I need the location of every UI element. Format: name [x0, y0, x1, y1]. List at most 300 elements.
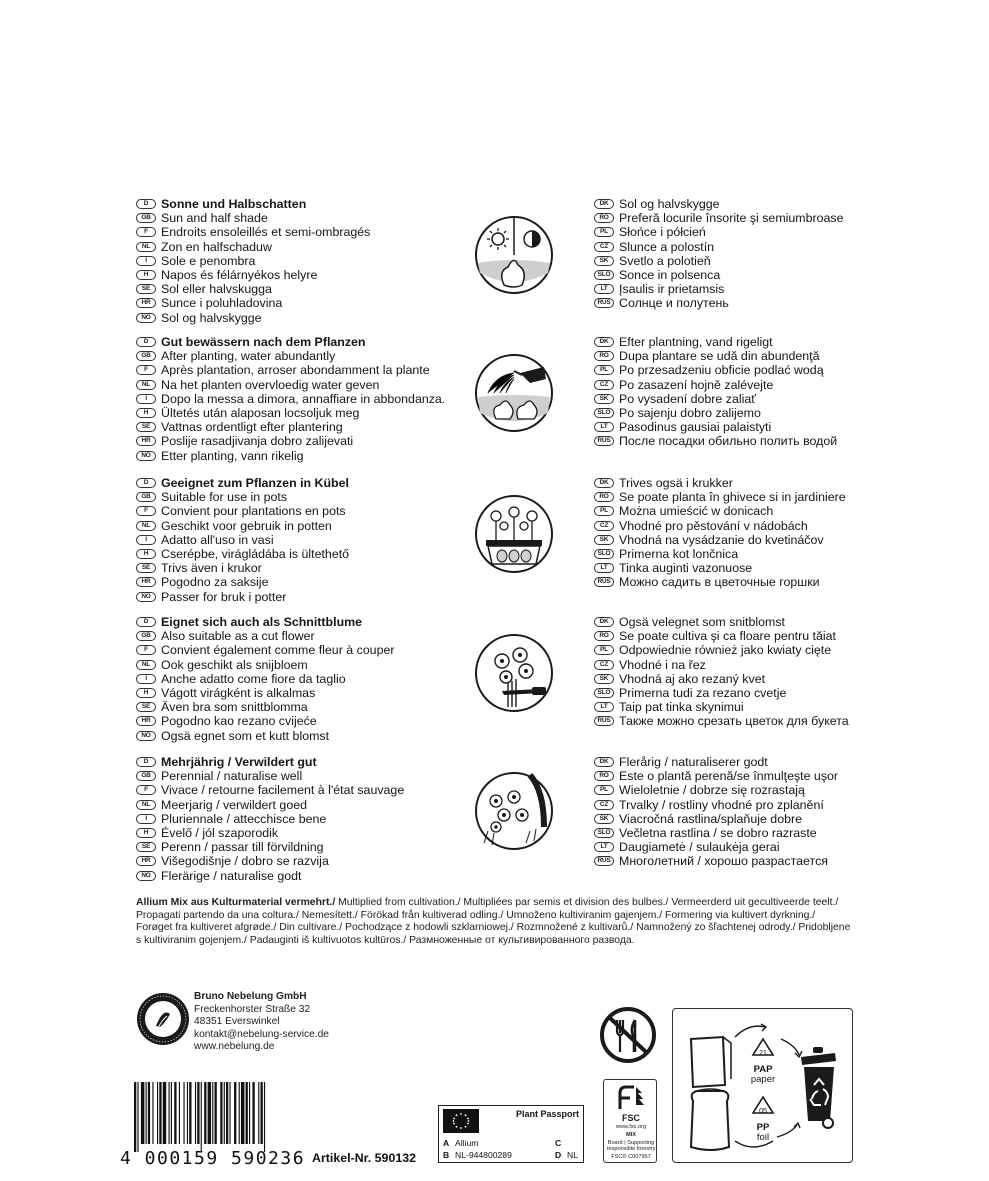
language-code-badge: F — [136, 365, 156, 375]
language-code-badge: RO — [594, 492, 614, 502]
language-code-badge: DK — [594, 617, 614, 627]
company-address — [194, 991, 329, 1054]
translation-line — [136, 812, 404, 826]
translation-text: После посадки обильно полить водой — [619, 434, 838, 449]
translation-line — [136, 268, 370, 282]
language-code-badge: RUS — [594, 577, 614, 587]
translation-text: Geeignet zum Pflanzen in Kübel — [161, 476, 349, 491]
translation-line — [594, 268, 844, 282]
language-code-badge: GB — [136, 771, 156, 781]
translation-text: Adatto all'uso in vasi — [161, 532, 274, 547]
language-code-badge: RUS — [594, 856, 614, 866]
passport-row-a — [443, 1138, 579, 1148]
translation-line — [594, 490, 846, 504]
translation-line — [594, 282, 844, 296]
translation-text: Gut bewässern nach dem Pflanzen — [161, 335, 366, 350]
translation-line — [136, 658, 394, 672]
translation-text: Po zasazení hojně zalévejte — [619, 377, 774, 392]
translation-text: Primerna kot lončnica — [619, 547, 739, 562]
translation-line — [136, 420, 445, 434]
translation-text: Viacročná rastlina/splaňuje dobre — [619, 811, 802, 826]
translation-text: Višegodišnje / dobro se razvija — [161, 854, 329, 869]
translation-line — [594, 755, 838, 769]
translation-line — [594, 392, 837, 406]
language-code-badge: D — [136, 617, 156, 627]
barcode-bar — [208, 1082, 211, 1144]
translation-text: Convient pour plantations en pots — [161, 504, 346, 519]
language-code-badge: DK — [594, 199, 614, 209]
barcode-bar — [174, 1082, 176, 1144]
language-code-badge: NO — [136, 731, 156, 741]
translation-text: Trvalky / rostliny vhodné pro zplanění — [619, 797, 824, 812]
translation-text: Sol og halvskygge — [619, 197, 720, 212]
translation-line — [594, 547, 846, 561]
translation-text: Po przesadzeniu obficie podlać wodą — [619, 363, 824, 378]
language-code-badge: I — [136, 256, 156, 266]
translation-text: Солнце и полутень — [619, 296, 729, 311]
translation-line — [594, 643, 849, 657]
translation-text: Efter plantning, vand rigeligt — [619, 335, 773, 350]
language-code-badge: I — [136, 814, 156, 824]
translation-text: Tinka auginti vazonuose — [619, 561, 753, 576]
language-code-badge: NO — [136, 451, 156, 461]
language-column-left — [136, 335, 445, 463]
translation-line — [136, 533, 349, 547]
eu-flag-icon — [443, 1109, 479, 1133]
translation-text: Poslije rasadjivanja dobro zalijevati — [161, 434, 354, 449]
translation-text: Słońce i półcień — [619, 225, 706, 240]
translation-text: Perenn / passar till förvildning — [161, 840, 324, 855]
article-number: Artikel-Nr. 590132 — [312, 1151, 417, 1165]
barcode-bar — [159, 1082, 161, 1144]
translation-line — [594, 434, 837, 448]
translation-line — [594, 700, 849, 714]
barcode-bar — [141, 1082, 144, 1144]
translation-text: Après plantation, arroser abondamment la plante — [161, 363, 430, 378]
language-code-badge: F — [136, 645, 156, 655]
translation-line — [136, 840, 404, 854]
barcode-digits: 4 000159 590236 — [120, 1148, 306, 1169]
barcode-bar — [204, 1082, 206, 1144]
language-code-badge: I — [136, 674, 156, 684]
plant-passport — [438, 1105, 584, 1163]
language-code-badge: NL — [136, 242, 156, 252]
translation-line — [594, 420, 837, 434]
translation-line — [136, 769, 404, 783]
language-code-badge: PL — [594, 785, 614, 795]
barcode-bar — [241, 1082, 244, 1144]
language-code-badge: RO — [594, 213, 614, 223]
cut-flower-icon — [474, 633, 554, 713]
language-code-badge: NL — [136, 380, 156, 390]
language-column-left — [136, 476, 349, 604]
translation-text: Многолетний / хорошо разрастается — [619, 854, 828, 869]
origin-note — [136, 897, 852, 947]
translation-text: Sonne und Halbschatten — [161, 197, 307, 212]
language-code-badge: PL — [594, 506, 614, 516]
translation-text: Perennial / naturalise well — [161, 769, 303, 784]
language-code-badge: SE — [136, 842, 156, 852]
translation-text: Svetlo a polotieň — [619, 253, 711, 268]
language-code-badge: SE — [136, 422, 156, 432]
translation-text: Zon en halfschaduw — [161, 239, 272, 254]
barcode-bar — [224, 1082, 225, 1144]
language-code-badge: HR — [136, 298, 156, 308]
translation-line — [594, 240, 844, 254]
translation-text: Endroits ensoleillés et semi-ombragés — [161, 225, 371, 240]
barcode-bar — [195, 1082, 196, 1144]
translation-line — [594, 533, 846, 547]
translation-text: Įsaulis ir prietamsis — [619, 282, 725, 297]
translation-line — [594, 658, 849, 672]
language-code-badge: CZ — [594, 380, 614, 390]
barcode-bar — [197, 1082, 199, 1144]
language-column-right — [594, 197, 844, 311]
barcode-bar — [234, 1082, 236, 1144]
barcode-bar — [183, 1082, 184, 1144]
translation-line — [594, 561, 846, 575]
translation-line — [136, 561, 349, 575]
translation-line — [136, 434, 445, 448]
translation-text: Se poate cultiva şi ca floare pentru tăiat — [619, 629, 836, 644]
translation-text: Также можно срезать цветок для букета — [619, 714, 849, 729]
translation-line — [136, 349, 445, 363]
translation-line — [136, 590, 349, 604]
language-code-badge: SK — [594, 256, 614, 266]
translation-text: Convient également comme fleur à couper — [161, 643, 395, 658]
fsc-label — [603, 1079, 657, 1163]
language-column-right — [594, 755, 838, 869]
translation-line — [594, 504, 846, 518]
language-code-badge: D — [136, 478, 156, 488]
translation-text: Pluriennale / attecchisce bene — [161, 811, 327, 826]
barcode-bar — [169, 1082, 170, 1144]
barcode-bar — [246, 1082, 248, 1144]
translation-line — [594, 406, 837, 420]
translation-line — [136, 282, 370, 296]
language-code-badge: HR — [136, 856, 156, 866]
language-code-badge: GB — [136, 213, 156, 223]
language-code-badge: GB — [136, 351, 156, 361]
recycling-bin-icon — [801, 1047, 836, 1128]
translation-line — [136, 798, 404, 812]
translation-line — [136, 254, 370, 268]
translation-text: Suitable for use in pots — [161, 490, 288, 505]
translation-line — [594, 783, 838, 797]
translation-text: Vivace / retourne facilement à l'état sauvage — [161, 783, 405, 798]
barcode-bar — [201, 1082, 202, 1152]
translation-text: Mehrjährig / Verwildert gut — [161, 755, 317, 770]
pap-word: paper — [750, 1074, 776, 1085]
barcode-icon — [120, 1082, 292, 1152]
language-code-badge: SLO — [594, 828, 614, 838]
translation-text: Dupa plantare se udă din abundenţă — [619, 349, 820, 364]
translation-line — [594, 714, 849, 728]
translation-text: Daugiametė / sulaukėja gerai — [619, 840, 780, 855]
translation-line — [136, 729, 394, 743]
language-code-badge: D — [136, 199, 156, 209]
translation-line — [594, 197, 844, 211]
translation-line — [136, 869, 404, 883]
translation-text: Na het planten overvloedig water geven — [161, 377, 380, 392]
barcode-bar — [229, 1082, 230, 1144]
translation-line — [136, 335, 445, 349]
language-code-badge: SK — [594, 814, 614, 824]
language-code-badge: NO — [136, 871, 156, 881]
language-column-right — [594, 335, 837, 449]
translation-text: Dopo la messa a dimora, annaffiare in abbondanza. — [161, 391, 446, 406]
language-code-badge: SK — [594, 535, 614, 545]
language-code-badge: RUS — [594, 436, 614, 446]
language-code-badge: LT — [594, 702, 614, 712]
fsc-tree-icon — [614, 1083, 648, 1113]
pp-code: PP — [756, 1122, 770, 1133]
translation-line — [136, 826, 404, 840]
translation-line — [594, 349, 837, 363]
company-name: Bruno Nebelung GmbH — [194, 991, 307, 1002]
translation-line — [136, 519, 349, 533]
language-code-badge: NL — [136, 521, 156, 531]
barcode-bar — [212, 1082, 213, 1144]
translation-text: Sunce i poluhladovina — [161, 296, 283, 311]
translation-line — [136, 296, 370, 310]
language-code-badge: PL — [594, 365, 614, 375]
translation-text: Meerjarig / verwildert goed — [161, 797, 307, 812]
barcode-bar — [258, 1082, 259, 1144]
barcode-bar — [189, 1082, 191, 1144]
translation-line — [136, 643, 394, 657]
language-code-badge: SLO — [594, 688, 614, 698]
translation-line — [136, 449, 445, 463]
barcode-bar — [152, 1082, 153, 1144]
translation-line — [136, 714, 394, 728]
fsc-logo-text: FSC — [622, 1113, 640, 1123]
language-code-badge: DK — [594, 757, 614, 767]
language-code-badge: H — [136, 270, 156, 280]
sun-half-shade-icon — [474, 215, 554, 295]
passport-label-c: C — [555, 1138, 562, 1148]
translation-text: Można umieścić w donicach — [619, 504, 774, 519]
translation-line — [136, 854, 404, 868]
pap-number: 21 — [759, 1050, 767, 1057]
barcode-bar — [187, 1082, 188, 1144]
translation-text: Pogodno za saksije — [161, 575, 269, 590]
translation-text: Also suitable as a cut flower — [161, 629, 315, 644]
language-code-badge: PL — [594, 645, 614, 655]
fsc-mix: MIX — [626, 1132, 636, 1138]
translation-line — [594, 254, 844, 268]
language-code-badge: NO — [136, 313, 156, 323]
origin-text: Multiplied from cultivation./ Multipliées par semis et division des bulbes./ Vermeerderd uit gecultiveerde teelt./ Propagati partendo da una coltura./ Nemesített./ Förökad från kultiverad odling./ Umnoženo kultiviranim gajenjem./ Formering via kultivert dyrkning./ Forøget fra kultiveret afgrøde./ Din cultivare./ Pochodzące z hodowli szklarniowej./ Rozmnožené z kultivarů./ Namnožený zo šľachtenej odrody./ Pridobljene s kultiviranim gojenjem./ Padauginti iš kultivuotos kultūros./ Размноженные от культивированного развода. — [136, 897, 851, 946]
translation-line — [594, 769, 838, 783]
language-code-badge: NL — [136, 800, 156, 810]
language-code-badge: F — [136, 785, 156, 795]
language-code-badge: LT — [594, 563, 614, 573]
language-code-badge: RUS — [594, 298, 614, 308]
barcode-bar — [137, 1082, 138, 1152]
translation-text: Taip pat tinka skynimui — [619, 700, 744, 715]
translation-line — [594, 225, 844, 239]
translation-text: Sol eller halvskugga — [161, 282, 272, 297]
company-website[interactable]: www.nebelung.de — [194, 1041, 275, 1053]
language-code-badge: RUS — [594, 716, 614, 726]
watering-can-icon — [474, 353, 554, 433]
passport-label-d: D — [555, 1150, 562, 1160]
translation-text: Cserépbe, virágládába is ültethető — [161, 547, 350, 562]
barcode-bar — [264, 1082, 265, 1152]
recycling-panel — [672, 1008, 853, 1163]
translation-line — [136, 476, 349, 490]
translation-text: Sol og halvskygge — [161, 310, 262, 325]
not-for-consumption-icon — [599, 1006, 657, 1064]
fsc-url: www.fsc.org — [615, 1124, 647, 1130]
translation-line — [594, 335, 837, 349]
translation-line — [136, 755, 404, 769]
translation-text: Este o plantă perenă/se înmulţeşte uşor — [619, 769, 839, 784]
translation-text: Sonce in polsenca — [619, 268, 721, 283]
translation-line — [136, 197, 370, 211]
translation-text: Även bra som snittblomma — [161, 700, 308, 715]
translation-text: Vhodné pro pěstování v nádobách — [619, 518, 808, 533]
translation-line — [594, 363, 837, 377]
company-email[interactable]: kontakt@nebelung-service.de — [194, 1028, 329, 1040]
translation-text: Po vysadení dobre zaliať — [619, 391, 756, 406]
translation-line — [594, 686, 849, 700]
barcode-bar — [252, 1082, 254, 1144]
language-code-badge: F — [136, 227, 156, 237]
language-code-badge: DK — [594, 337, 614, 347]
language-code-badge: SLO — [594, 408, 614, 418]
paper-sheet-icon — [691, 1037, 731, 1087]
translation-text: Flerårig / naturaliserer godt — [619, 755, 768, 770]
barcode-bar — [239, 1082, 240, 1144]
translation-line — [594, 826, 838, 840]
translation-text: Anche adatto come fiore da taglio — [161, 671, 346, 686]
translation-text: Napos és félárnyékos helyre — [161, 268, 318, 283]
translation-line — [594, 615, 849, 629]
language-code-badge: SK — [594, 394, 614, 404]
barcode-bar — [220, 1082, 222, 1144]
language-code-badge: NL — [136, 660, 156, 670]
translation-line — [136, 363, 445, 377]
language-code-badge: CZ — [594, 521, 614, 531]
language-code-badge: GB — [136, 492, 156, 502]
translation-text: Wieloletnie / dobrze się rozrastają — [619, 783, 805, 798]
barcode-bar — [134, 1082, 136, 1152]
language-column-left — [136, 615, 394, 743]
translation-text: Vhodná aj ako rezaný kvet — [619, 671, 766, 686]
barcode-bar — [249, 1082, 250, 1144]
translation-line — [136, 700, 394, 714]
translation-line — [136, 783, 404, 797]
language-column-right — [594, 615, 849, 729]
barcode-bar — [163, 1082, 166, 1144]
language-code-badge: GB — [136, 631, 156, 641]
company-city: 48351 Everswinkel — [194, 1016, 280, 1028]
language-code-badge: CZ — [594, 242, 614, 252]
passport-label-b: B — [443, 1150, 450, 1160]
language-code-badge: H — [136, 408, 156, 418]
language-code-badge: HR — [136, 716, 156, 726]
language-code-badge: H — [136, 828, 156, 838]
translation-text: Po sajenju dobro zalijemo — [619, 406, 761, 421]
language-code-badge: SE — [136, 563, 156, 573]
pp-number: 05 — [759, 1108, 767, 1115]
language-code-badge: F — [136, 506, 156, 516]
translation-text: Primerna tudi za rezano cvetje — [619, 686, 787, 701]
translation-line — [136, 615, 394, 629]
translation-line — [594, 519, 846, 533]
language-code-badge: I — [136, 394, 156, 404]
language-code-badge: CZ — [594, 660, 614, 670]
translation-line — [594, 854, 838, 868]
passport-value-a: Allium — [455, 1138, 479, 1148]
barcode-bar — [226, 1082, 228, 1144]
pp-word: foil — [756, 1132, 770, 1143]
language-code-badge: D — [136, 337, 156, 347]
passport-row-b — [443, 1150, 579, 1160]
translation-text: Vágott virágként is alkalmas — [161, 686, 316, 701]
translation-line — [594, 798, 838, 812]
language-column-left — [136, 197, 370, 325]
passport-title: Plant Passport — [515, 1109, 579, 1119]
translation-text: Sun and half shade — [161, 211, 268, 226]
language-code-badge: SK — [594, 674, 614, 684]
translation-text: Slunce a polostín — [619, 239, 715, 254]
translation-text: Ogsä velegnet som snitblomst — [619, 615, 785, 630]
language-column-right — [594, 476, 846, 590]
language-code-badge: SLO — [594, 270, 614, 280]
barcode-bar — [146, 1082, 147, 1144]
translation-line — [594, 211, 844, 225]
origin-bold: Allium Mix aus Kulturmaterial vermehrt./ — [136, 897, 336, 908]
translation-text: Etter planting, vann rikelig — [161, 448, 304, 463]
language-code-badge: RO — [594, 771, 614, 781]
passport-value-d: NL — [567, 1150, 578, 1160]
translation-line — [136, 686, 394, 700]
barcode-bar — [171, 1082, 172, 1144]
translation-text: Passer for bruk i potter — [161, 589, 287, 604]
passport-label-a: A — [443, 1138, 450, 1148]
translation-line — [136, 378, 445, 392]
translation-line — [136, 672, 394, 686]
language-code-badge: SE — [136, 702, 156, 712]
fsc-code: FSC® C007957 — [611, 1154, 651, 1160]
language-code-badge: SE — [136, 284, 156, 294]
language-code-badge: H — [136, 688, 156, 698]
translation-line — [136, 240, 370, 254]
translation-line — [594, 296, 844, 310]
translation-text: Ook geschikt als snijbloem — [161, 657, 308, 672]
language-code-badge: SLO — [594, 549, 614, 559]
translation-line — [136, 311, 370, 325]
language-code-badge: HR — [136, 436, 156, 446]
flower-pot-icon — [474, 494, 554, 574]
language-code-badge: DK — [594, 478, 614, 488]
translation-line — [136, 211, 370, 225]
translation-text: Flerärige / naturalise godt — [161, 868, 302, 883]
language-code-badge: CZ — [594, 800, 614, 810]
translation-line — [136, 490, 349, 504]
translation-text: Можно садить в цветочные горшки — [619, 575, 820, 590]
sustainable-supplier-seal-icon — [136, 992, 190, 1046]
translation-text: Pasodinus gausiai palaistyti — [619, 420, 772, 435]
translation-line — [136, 575, 349, 589]
translation-text: Eignet sich auch als Schnittblume — [161, 615, 363, 630]
barcode-bar — [179, 1082, 180, 1144]
translation-text: Vattnas ordentligt efter plantering — [161, 420, 343, 435]
passport-value-b: NL-944800289 — [455, 1150, 512, 1160]
